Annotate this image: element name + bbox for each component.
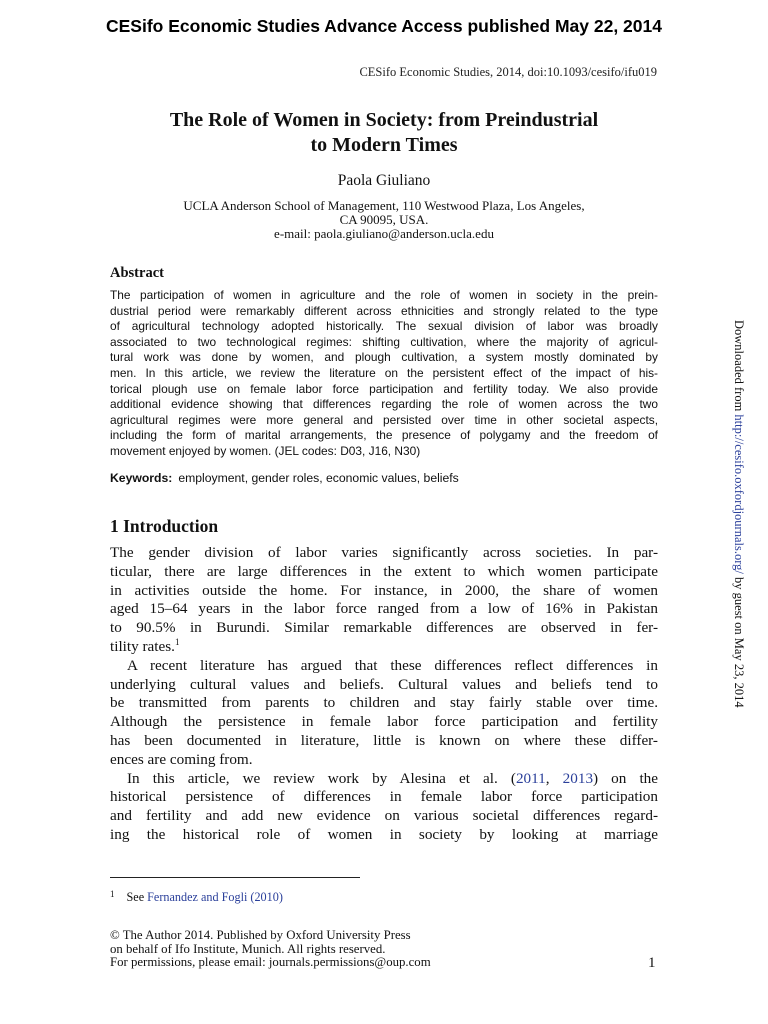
footnote — [110, 889, 283, 905]
abstract-line: men. In this article, we review the literature on the persistent effect of the impact of his- — [110, 365, 658, 380]
journal-url-link[interactable]: http://cesifo.oxfordjournals.org/ — [732, 414, 746, 574]
footnote-divider — [110, 877, 360, 878]
watermark-prefix: Downloaded from — [732, 320, 746, 415]
body-text-fragment: ) on the — [593, 769, 659, 787]
footnote-ref[interactable]: 1 — [174, 636, 180, 647]
body-line: ing the historical role of women in society by looking at marriage — [110, 825, 658, 843]
body-line-with-citations — [110, 770, 658, 789]
body-line: has been documented in literature, little is known on where these differ- — [110, 731, 658, 749]
body-line: ticular, there are large differences in the extent to which women participate — [110, 562, 658, 580]
abstract-line: agricultural regimes were more general and persisted over time in other societal aspects, — [110, 412, 658, 427]
abstract-line: torical plough use on female labor force participation and fertility today. We also provide — [110, 381, 658, 396]
article-title — [110, 108, 658, 158]
body-line: and fertility and add new evidence on various societal differences regard- — [110, 807, 658, 825]
footnote-citation-link[interactable]: Fernandez and Fogli (2010) — [147, 890, 283, 904]
footnote-mark: 1 — [110, 889, 115, 899]
keywords-text: employment, gender roles, economic values, beliefs — [178, 471, 459, 485]
copyright-line: on behalf of Ifo Institute, Munich. All rights reserved. — [110, 941, 386, 956]
title-line: to Modern Times — [310, 134, 458, 156]
page-number: 1 — [648, 955, 656, 971]
body-line: be transmitted from parents to children and stay fairly stable over time. — [110, 694, 658, 712]
abstract-line: The participation of women in agriculture and the role of women in society in the prein- — [110, 288, 658, 302]
copyright-notice — [110, 929, 431, 970]
download-watermark — [731, 320, 746, 708]
citation-link-2013[interactable]: 2013 — [562, 769, 594, 787]
affiliation-line: CA 90095, USA. — [339, 212, 429, 227]
title-line: The Role of Women in Society: from Preindustrial — [169, 109, 599, 131]
introduction-body — [110, 544, 658, 845]
section-heading: 1 Introduction — [110, 516, 219, 536]
abstract-heading: Abstract — [110, 265, 164, 281]
abstract-line: dustrial period were remarkably different across ethnicities and strongly related to the type — [110, 303, 658, 318]
body-line: tility rates. — [110, 637, 175, 655]
body-line: historical persistence of differences in female labor force participation — [110, 788, 658, 806]
keywords — [110, 471, 459, 485]
abstract-line: associated to two technological regimes: shifting cultivation, where the majority of agricul- — [110, 334, 658, 349]
body-line: The gender division of labor varies significantly across societies. In par- — [110, 544, 658, 561]
body-line: ences are coming from. — [110, 750, 253, 768]
body-line-with-footnote — [110, 638, 658, 657]
journal-banner: CESifo Economic Studies Advance Access published May 22, 2014 — [106, 16, 662, 36]
watermark-suffix: by guest on May 23, 2014 — [732, 573, 746, 708]
abstract-body — [110, 288, 658, 460]
body-line: Although the persistence in female labor force participation and fertility — [110, 713, 658, 731]
abstract-line: including the form of marital arrangements, the presence of polygamy and the freedom of — [110, 428, 658, 443]
footnote-prefix: See — [126, 890, 148, 904]
author-email[interactable]: e-mail: paola.giuliano@anderson.ucla.edu — [274, 226, 494, 241]
body-text-fragment: , — [545, 769, 563, 787]
body-line: aged 15–64 years in the labor force ranged from a low of 16% in Pakistan — [110, 600, 658, 618]
copyright-line: © The Author 2014. Published by Oxford University Press — [110, 928, 411, 942]
body-line: to 90.5% in Burundi. Similar remarkable differences are observed in fer- — [110, 619, 658, 637]
permissions-line: For permissions, please email: journals.permissions@oup.com — [110, 955, 431, 969]
body-line: A recent literature has argued that these differences reflect differences in — [127, 656, 658, 674]
abstract-line: tural work was done by women, and plough cultivation, a system mostly dominated by — [110, 350, 658, 365]
author-name: Paola Giuliano — [337, 172, 431, 189]
body-line: underlying cultural values and beliefs. Cultural values and beliefs tend to — [110, 675, 658, 693]
abstract-line: of agricultural technology adopted historically. The sexual division of labor was broadly — [110, 319, 658, 334]
abstract-line: movement enjoyed by women. (JEL codes: D03, J16, N30) — [110, 443, 421, 458]
body-line: in activities outside the home. For instance, in 2000, the share of women — [110, 581, 658, 599]
keywords-label: Keywords: — [110, 471, 173, 485]
body-text-fragment: In this article, we review work by Alesina et al. ( — [127, 769, 516, 787]
running-head: CESifo Economic Studies, 2014, doi:10.1093/cesifo/ifu019 — [359, 65, 657, 79]
affiliation-line: UCLA Anderson School of Management, 110 Westwood Plaza, Los Angeles, — [183, 198, 585, 213]
citation-link-2011[interactable]: 2011 — [515, 769, 546, 787]
abstract-line: additional evidence showing that differences regarding the role of women across the two — [110, 397, 658, 412]
affiliation — [110, 199, 658, 241]
